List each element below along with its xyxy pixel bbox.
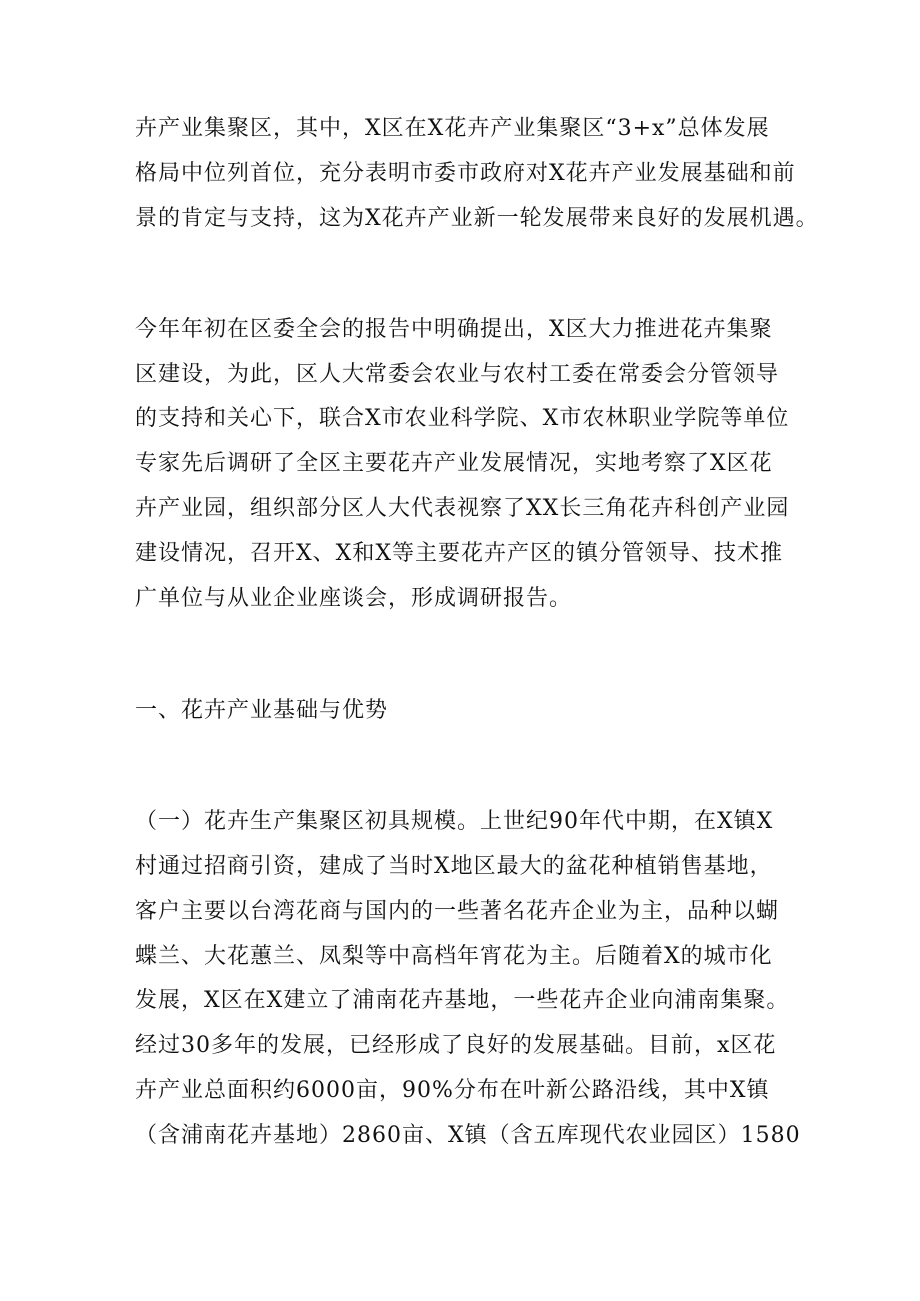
paragraph-1-line-1: 卉产业集聚区，其中，X区在X花卉产业集聚区“3+x”总体发展 [135, 116, 770, 141]
paragraph-2-line-1: 今年年初在区委全会的报告中明确提出，X区大力推进花卉集聚 [135, 317, 773, 342]
paragraph-2-line-4: 专家先后调研了全区主要花卉产业发展情况，实地考察了X区花 [135, 451, 773, 476]
paragraph-2-line-3: 的支持和关心下，联合X市农业科学院、X市农林职业学院等单位 [135, 406, 790, 431]
paragraph-2-line-5: 卉产业园，组织部分区人大代表视察了XX长三角花卉科创产业园 [135, 496, 790, 521]
paragraph-2-line-6: 建设情况，召开X、X和X等主要花卉产区的镇分管领导、技术推 [135, 541, 783, 566]
paragraph-3-line-5: 发展，X区在X建立了浦南花卉基地，一些花卉企业向浦南集聚。 [135, 988, 790, 1013]
section-heading: 一、花卉产业基础与优势 [135, 698, 389, 723]
paragraph-1-line-2: 格局中位列首位，充分表明市委市政府对X花卉产业发展基础和前 [135, 161, 796, 186]
paragraph-3-line-7: 卉产业总面积约6000亩，90%分布在叶新公路沿线，其中X镇 [135, 1078, 770, 1103]
paragraph-3-line-6: 经过30多年的发展，已经形成了良好的发展基础。目前，x区花 [135, 1033, 777, 1058]
paragraph-2-line-7: 广单位与从业企业座谈会，形成调研报告。 [135, 586, 573, 611]
paragraph-3-line-3: 客户主要以台湾花商与国内的一些著名花卉企业为主，品种以蝴 [135, 899, 780, 924]
paragraph-3-line-1: （一）花卉生产集聚区初具规模。上世纪90年代中期，在X镇X [135, 809, 774, 834]
paragraph-1-line-3: 景的肯定与支持，这为X花卉产业新一轮发展带来良好的发展机遇。 [135, 206, 819, 231]
paragraph-3-line-8: （含浦南花卉基地）2860亩、X镇（含五库现代农业园区）1580 [135, 1123, 801, 1148]
paragraph-3-line-2: 村通过招商引资，建成了当时X地区最大的盆花种植销售基地， [135, 854, 773, 879]
paragraph-3-line-4: 蝶兰、大花蕙兰、凤梨等中高档年宵花为主。后随着X的城市化 [135, 944, 773, 969]
paragraph-2-line-2: 区建设，为此，区人大常委会农业与农村工委在常委会分管领导 [135, 362, 780, 387]
